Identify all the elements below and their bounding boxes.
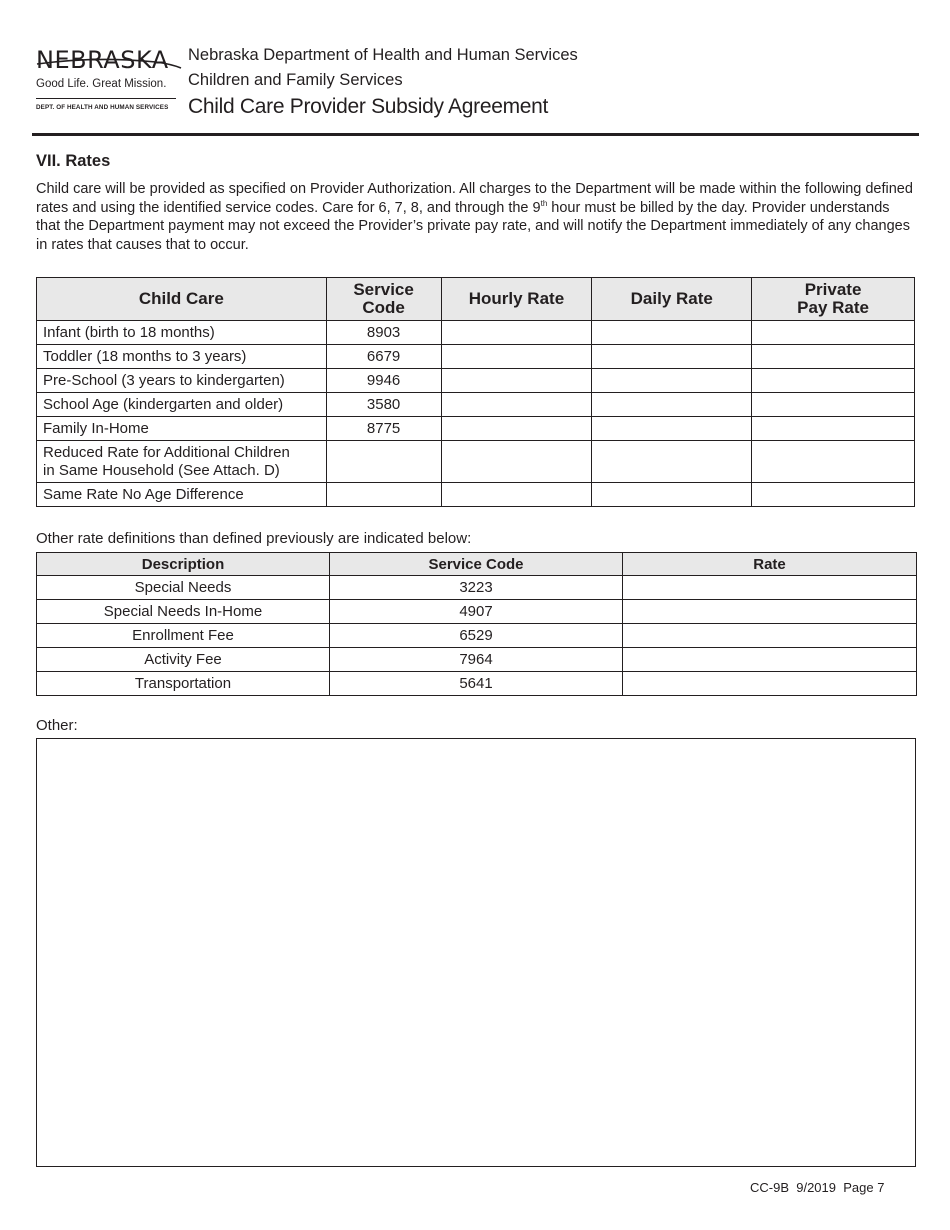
private-pay-rate-field[interactable] <box>752 393 915 417</box>
row-label: Family In-Home <box>37 417 327 441</box>
service-code-field[interactable] <box>326 483 441 507</box>
other-rates-table <box>36 552 917 696</box>
header-service-code-line1: Service <box>353 280 414 299</box>
hourly-rate-field[interactable] <box>441 441 592 483</box>
daily-rate-field[interactable] <box>592 369 752 393</box>
hourly-rate-field[interactable] <box>441 321 592 345</box>
rate-field[interactable] <box>623 600 917 624</box>
row-description: Special Needs In-Home <box>37 600 330 624</box>
intro-text-b: hour must be billed by the day. Provider understands that the Department payment may not exceed the Provider’s private pay rate, and will notify the Department immediately of any changes in rates that causes that to occur. <box>36 199 910 253</box>
private-pay-rate-field[interactable] <box>752 417 915 441</box>
header-service-code-line2: Code <box>362 298 405 317</box>
table-row <box>37 483 915 507</box>
page-header <box>36 42 916 132</box>
row-description: Enrollment Fee <box>37 624 330 648</box>
row-service-code: 6679 <box>326 345 441 369</box>
row-description: Special Needs <box>37 576 330 600</box>
row-label-line1: Reduced Rate for Additional Children <box>43 443 290 461</box>
table-row <box>37 369 915 393</box>
rates-table <box>36 277 915 507</box>
header-private-pay-rate <box>752 278 915 321</box>
table-row <box>37 321 915 345</box>
private-pay-rate-field[interactable] <box>752 483 915 507</box>
row-service-code: 9946 <box>326 369 441 393</box>
daily-rate-field[interactable] <box>592 321 752 345</box>
intro-superscript: th <box>540 198 548 208</box>
row-service-code: 5641 <box>330 672 623 696</box>
logo-swoosh-icon <box>36 52 182 72</box>
row-service-code: 8775 <box>326 417 441 441</box>
header-hourly-rate: Hourly Rate <box>441 278 592 321</box>
other-text-area[interactable] <box>36 738 916 1167</box>
table-row <box>37 393 915 417</box>
row-label-line2: in Same Household (See Attach. D) <box>43 461 280 479</box>
nebraska-dhhs-logo <box>36 42 182 122</box>
logo-wordmark: NEBRASKA <box>36 46 169 74</box>
table-row <box>37 345 915 369</box>
table-row <box>37 576 917 600</box>
other-rates-header <box>37 553 917 576</box>
hourly-rate-field[interactable] <box>441 345 592 369</box>
header-private-line1: Private <box>804 280 862 299</box>
table-row <box>37 648 917 672</box>
table-row <box>37 441 915 483</box>
daily-rate-field[interactable] <box>592 441 752 483</box>
row-label: Same Rate No Age Difference <box>37 483 327 507</box>
rates-table-header <box>37 278 915 321</box>
row-description: Activity Fee <box>37 648 330 672</box>
daily-rate-field[interactable] <box>592 345 752 369</box>
daily-rate-field[interactable] <box>592 483 752 507</box>
header-child-care: Child Care <box>37 278 327 321</box>
logo-dept-text: DEPT. OF HEALTH AND HUMAN SERVICES <box>36 104 169 111</box>
table-row <box>37 417 915 441</box>
header-service-code <box>326 278 441 321</box>
row-service-code: 3580 <box>326 393 441 417</box>
section-title: VII. Rates <box>36 152 111 170</box>
rate-field[interactable] <box>623 672 917 696</box>
other-label: Other: <box>36 717 78 734</box>
row-service-code: 3223 <box>330 576 623 600</box>
private-pay-rate-field[interactable] <box>752 345 915 369</box>
private-pay-rate-field[interactable] <box>752 441 915 483</box>
daily-rate-field[interactable] <box>592 393 752 417</box>
header-description: Description <box>37 553 330 576</box>
hourly-rate-field[interactable] <box>441 417 592 441</box>
rate-field[interactable] <box>623 624 917 648</box>
service-code-field[interactable] <box>326 441 441 483</box>
daily-rate-field[interactable] <box>592 417 752 441</box>
table-row <box>37 624 917 648</box>
row-service-code: 8903 <box>326 321 441 345</box>
row-label: School Age (kindergarten and older) <box>37 393 327 417</box>
header-division: Children and Family Services <box>188 71 403 89</box>
row-description: Transportation <box>37 672 330 696</box>
rate-field[interactable] <box>623 576 917 600</box>
header-private-line2: Pay Rate <box>797 298 869 317</box>
hourly-rate-field[interactable] <box>441 393 592 417</box>
hourly-rate-field[interactable] <box>441 369 592 393</box>
table-row <box>37 600 917 624</box>
row-label: Infant (birth to 18 months) <box>37 321 327 345</box>
row-label: Pre-School (3 years to kindergarten) <box>37 369 327 393</box>
header-rate: Rate <box>623 553 917 576</box>
hourly-rate-field[interactable] <box>441 483 592 507</box>
row-label: Toddler (18 months to 3 years) <box>37 345 327 369</box>
row-service-code: 6529 <box>330 624 623 648</box>
header-service-code: Service Code <box>330 553 623 576</box>
logo-divider <box>36 98 176 99</box>
row-service-code: 7964 <box>330 648 623 672</box>
row-service-code: 4907 <box>330 600 623 624</box>
header-form-title: Child Care Provider Subsidy Agreement <box>188 95 549 118</box>
intro-text-a: Child care will be provided as specified on Provider Authorization. All charges to the Department will be made within the following defined rates and using the identified service codes. Care for 6, 7, 8, and through the 9 <box>36 181 913 216</box>
section-intro <box>36 180 916 254</box>
logo-tagline: Good Life. Great Mission. <box>36 78 167 90</box>
rate-field[interactable] <box>623 648 917 672</box>
private-pay-rate-field[interactable] <box>752 369 915 393</box>
header-agency: Nebraska Department of Health and Human Services <box>188 46 578 64</box>
table-row <box>37 672 917 696</box>
row-label <box>37 441 327 483</box>
form-footer: CC-9B 9/2019 Page 7 <box>750 1180 885 1195</box>
private-pay-rate-field[interactable] <box>752 321 915 345</box>
other-rates-label: Other rate definitions than defined previously are indicated below: <box>36 530 472 547</box>
header-daily-rate: Daily Rate <box>592 278 752 321</box>
header-divider <box>32 133 919 136</box>
